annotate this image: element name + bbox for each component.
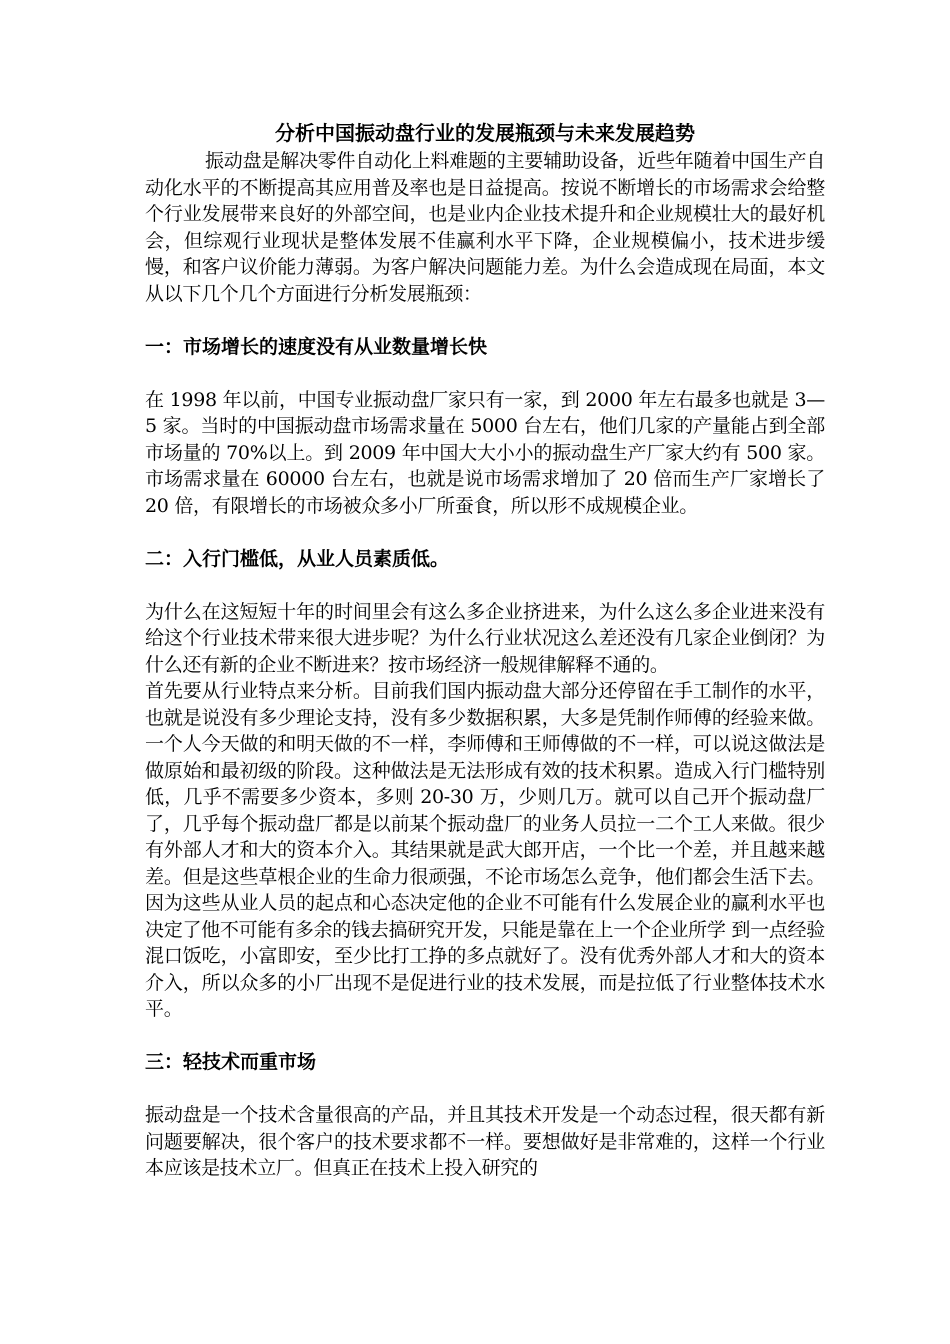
spacer [145, 519, 825, 546]
intro-paragraph: 振动盘是解决零件自动化上料难题的主要辅助设备，近些年随着中国生产自动化水平的不断提高其应用普及率也是日益提高。按说不断增长的市场需求会给整个行业发展带来良好的外部空间，也是业内企业技术提升和企业规模壮大的最好机会，但综观行业现状是整体发展不佳赢利水平下降，企业规模偏小，技术进步缓慢，和客户议价能力薄弱。为客户解决问题能力差。为什么会造成现在局面，本文从以下几个几个方面进行分析发展瓶颈： [145, 150, 825, 305]
section-2-paragraph-1: 为什么在这短短十年的时间里会有这么多企业挤进来，为什么这么多企业进来没有给这个行业技术带来很大进步呢？为什么行业状况这么差还没有几家企业倒闭？为什么还有新的企业不断进来？按市场经济一般规律解释不通的。 [145, 600, 825, 676]
spacer [145, 572, 825, 599]
section-2-paragraph-2: 首先要从行业特点来分析。目前我们国内振动盘大部分还停留在手工制作的水平，也就是说没有多少理论支持，没有多少数据积累，大多是凭制作师傅的经验来做。一个人今天做的和明天做的不一样，李师傅和王师傅做的不一样，可以说这做法是做原始和最初级的阶段。这种做法是无法形成有效的技术积累。造成入行门槛特别低，几乎不需要多少资本，多则 20-30 万，少则几万。就可以自己开个振动盘厂了，几乎每个振动盘厂都是以前某个振动盘厂的业务人员拉一二个工人来做。很少有外部人才和大的资本介入。其结果就是武大郎开店，一个比一个差，并且越来越差。但是这些草根企业的生命力很顽强，不论市场怎么竞争，他们都会生活下去。因为这些从业人员的起点和心态决定他的企业不可能有什么发展企业的赢利水平也决定了他不可能有多余的钱去搞研究开发，只能是靠在上一个企业所学 到一点经验混口饭吃，小富即安，至少比打工挣的多点就好了。没有优秀外部人才和大的资本介入，所以众多的小厂出现不是促进行业的技术发展，而是拉低了行业整体技术水平。 [145, 680, 825, 1020]
spacer [145, 1076, 825, 1103]
spacer [145, 307, 825, 334]
spacer [145, 360, 825, 387]
section-3-paragraph-1: 振动盘是一个技术含量很高的产品，并且其技术开发是一个动态过程，很天都有新问题要解决，很个客户的技术要求都不一样。要想做好是非常难的，这样一个行业本应该是技术立厂。但真正在技术上投入研究的 [145, 1104, 825, 1179]
section-heading-1: 一：市场增长的速度没有从业数量增长快 [145, 335, 488, 358]
section-1-paragraph-1: 在 1998 年以前，中国专业振动盘厂家只有一家，到 2000 年左右最多也就是 3—5 家。当时的中国振动盘市场需求量在 5000 台左右，他们几家的产量能占到全部市场量的 70%以上。到 2009 年中国大大小小的振动盘生产厂家大约有 500 家。市场需求量在 60000 台左右，也就是说市场需求增加了 20 倍而生产厂家增长了 20 倍，有限增长的市场被众多小厂所蚕食，所以形不成规模企业。 [145, 388, 825, 517]
section-heading-3: 三：轻技术而重市场 [145, 1051, 317, 1073]
section-heading-2: 二：入行门槛低，从业人员素质低。 [145, 547, 450, 570]
document-title: 分析中国振动盘行业的发展瓶颈与未来发展趋势 [275, 121, 695, 145]
spacer [145, 1023, 825, 1050]
document-page [145, 118, 825, 1182]
